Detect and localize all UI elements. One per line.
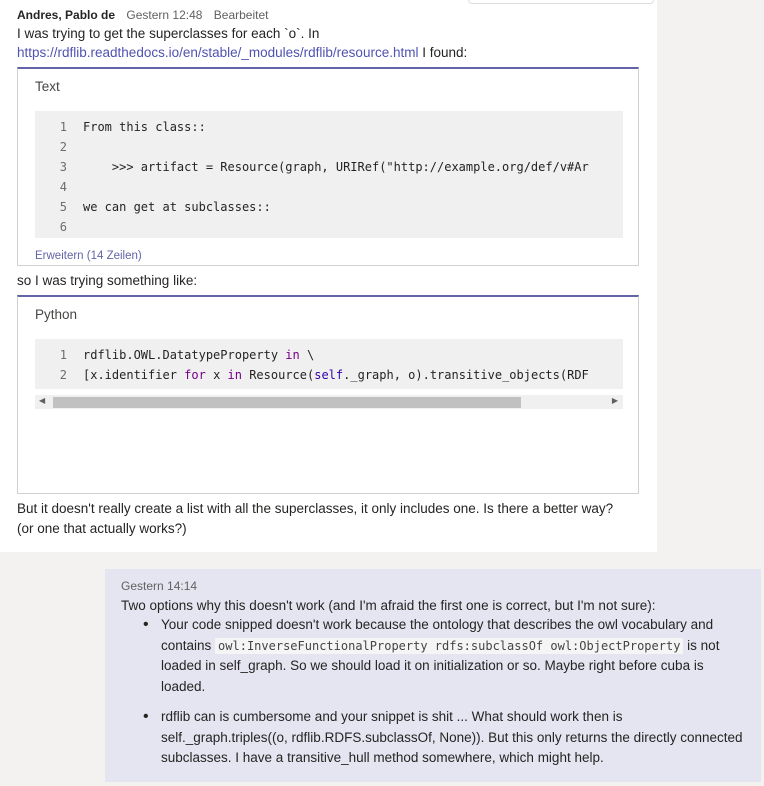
code-text bbox=[83, 365, 589, 385]
edited-label: Bearbeitet bbox=[213, 8, 269, 22]
snippet-language-label: Text bbox=[35, 79, 60, 94]
code-token: Resource( bbox=[241, 368, 315, 382]
code-token: x bbox=[205, 368, 228, 382]
code-line bbox=[35, 177, 623, 197]
link-suffix-text: I found: bbox=[418, 45, 468, 60]
message-header bbox=[17, 8, 268, 22]
code-line bbox=[35, 157, 623, 177]
message-text-line: I was trying to get the superclasses for each `o`. In bbox=[17, 26, 320, 41]
scroll-left-icon[interactable]: ◀ bbox=[39, 396, 46, 405]
message-text-line: (or one that actually works?) bbox=[17, 521, 187, 536]
line-number: 3 bbox=[59, 160, 67, 174]
code-block[interactable] bbox=[35, 339, 623, 389]
keyword-token: for bbox=[184, 368, 206, 382]
code-line bbox=[35, 365, 623, 385]
bullet-text: Your code snipped doesn't work because the ontology that describes the owl vocabulary and contains bbox=[161, 617, 714, 653]
list-item bbox=[161, 615, 751, 697]
line-number: 4 bbox=[59, 180, 67, 194]
scroll-right-icon[interactable]: ▶ bbox=[611, 396, 618, 405]
code-line bbox=[35, 197, 623, 217]
code-line bbox=[35, 345, 623, 365]
line-number: 5 bbox=[59, 200, 67, 214]
code-text: we can get at subclasses:: bbox=[83, 200, 271, 214]
line-number: 2 bbox=[59, 140, 67, 154]
code-token: rdflib.OWL.DatatypeProperty bbox=[83, 348, 286, 362]
message-text-line: But it doesn't really create a list with all the superclasses, it only includes one. Is there a better way? bbox=[17, 501, 614, 516]
bullet-text: is not loaded in self_graph. So we should load it on initialization or so. Maybe right before cuba is loaded. bbox=[161, 637, 720, 694]
timestamp: Gestern 12:48 bbox=[126, 8, 203, 22]
keyword-token: in bbox=[285, 348, 300, 362]
inline-code: owl:InverseFunctionalProperty rdfs:subclassOf owl:ObjectProperty bbox=[215, 638, 683, 654]
code-block[interactable] bbox=[35, 111, 623, 238]
expand-snippet-link[interactable]: Erweitern (14 Zeilen) bbox=[35, 250, 142, 262]
message-text-line: Two options why this doesn't work (and I'm afraid the first one is correct, but I'm not sure): bbox=[121, 598, 656, 613]
code-line bbox=[35, 117, 623, 137]
code-text: >>> artifact = Resource(graph, URIRef("http://example.org/def/v#Ar bbox=[83, 160, 589, 174]
horizontal-scrollbar[interactable] bbox=[35, 395, 623, 409]
code-text: From this class:: bbox=[83, 120, 206, 134]
code-token: ._graph, o).transitive_objects(RDF bbox=[343, 368, 589, 382]
list-item bbox=[161, 707, 751, 769]
author-name[interactable]: Andres, Pablo de bbox=[17, 8, 116, 22]
message-actions-bar bbox=[468, 0, 654, 4]
message-bubble-reply bbox=[105, 569, 761, 782]
bullet-list bbox=[121, 615, 751, 779]
builtin-token: self bbox=[314, 368, 344, 382]
keyword-token: in bbox=[227, 368, 242, 382]
code-token: \ bbox=[299, 348, 315, 362]
code-token: [x.identifier bbox=[83, 368, 185, 382]
line-number: 2 bbox=[59, 368, 67, 382]
scrollbar-thumb[interactable] bbox=[53, 397, 521, 408]
line-number: 6 bbox=[59, 220, 67, 234]
message-text-with-link bbox=[17, 43, 467, 63]
code-text bbox=[83, 345, 314, 365]
code-snippet-card-python bbox=[17, 295, 639, 494]
code-line bbox=[35, 137, 623, 157]
code-line bbox=[35, 217, 623, 237]
code-snippet-card-text bbox=[17, 67, 639, 266]
message-text-line: so I was trying something like: bbox=[17, 273, 198, 288]
bullet-text: rdflib can is cumbersome and your snippet is shit ... What should work then is self._graph.triples((o, rdflib.RDFS.subclassOf, None)). But this only returns the directly connected subclasses. I have a transitive_hull method somewhere, which might help. bbox=[161, 709, 743, 765]
line-number: 1 bbox=[59, 120, 67, 134]
line-number: 1 bbox=[59, 348, 67, 362]
docs-link[interactable]: https://rdflib.readthedocs.io/en/stable/_modules/rdflib/resource.html bbox=[17, 45, 419, 60]
snippet-language-label: Python bbox=[35, 307, 78, 322]
timestamp: Gestern 14:14 bbox=[121, 579, 198, 593]
